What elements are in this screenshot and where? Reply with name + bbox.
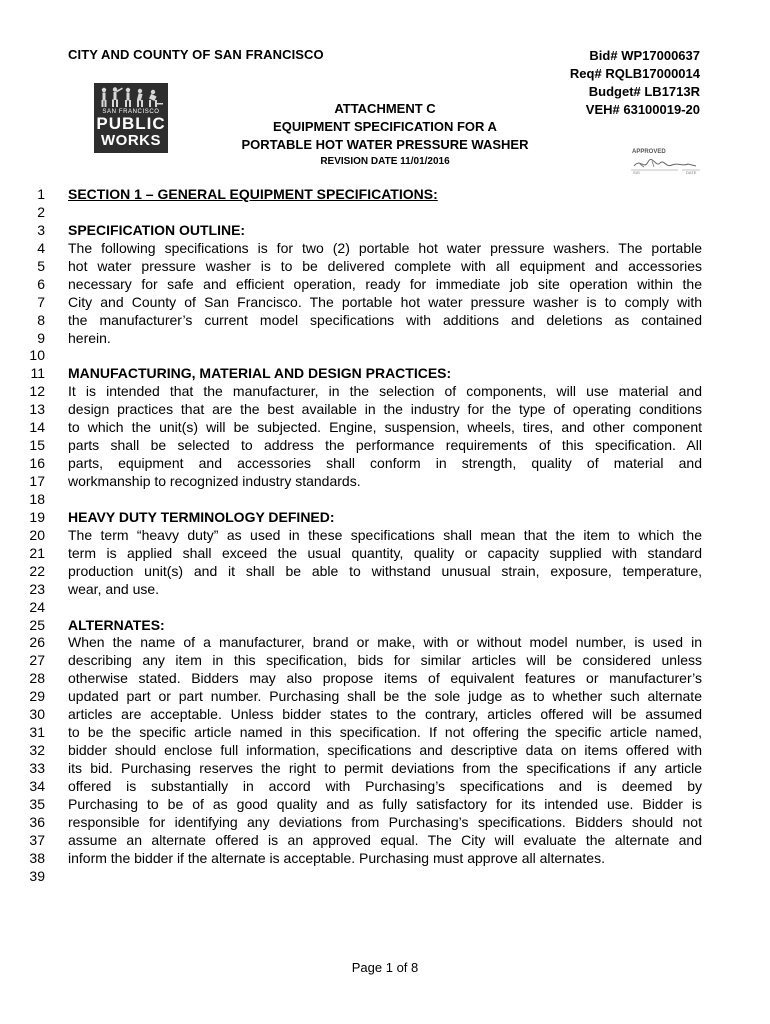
- numbered-line: [0, 276, 770, 294]
- numbered-line: [0, 330, 770, 348]
- line-text: It is intended that the manufacturer, in the selection of components, will use material and: [68, 383, 702, 400]
- line-text: The term “heavy duty” as used in these specifications shall mean that the item to which the: [68, 526, 702, 543]
- line-number: 36: [29, 813, 45, 830]
- line-number: 37: [29, 831, 45, 848]
- line-number: 23: [29, 580, 45, 597]
- line-number: 16: [29, 455, 45, 472]
- numbered-line: [0, 652, 770, 670]
- title-line-1: EQUIPMENT SPECIFICATION FOR A: [273, 119, 497, 134]
- line-number: 33: [29, 760, 45, 776]
- line-number: 14: [29, 419, 45, 436]
- line-text: Purchasing to be of as good quality and as fully satisfactory for its intended use. Bidder is: [68, 795, 702, 812]
- line-number: 20: [29, 526, 45, 543]
- numbered-line: [0, 724, 770, 742]
- numbered-line: [0, 383, 770, 401]
- line-text: bidder should enclose full information, specifications and descriptive data on items offered with: [68, 742, 702, 759]
- budget-number: Budget# LB1713R: [588, 84, 700, 99]
- numbered-line: [0, 491, 770, 509]
- attachment-label: ATTACHMENT C: [334, 101, 436, 116]
- line-number: 27: [29, 652, 45, 669]
- line-text: The following specifications is for two (2) portable hot water pressure washers. The portable: [68, 239, 702, 256]
- numbered-line: [0, 742, 770, 760]
- signature-label: SIG: [633, 170, 640, 175]
- line-text: parts shall be selected to address the performance requirements of this specification. All: [68, 437, 702, 454]
- numbered-line: [0, 312, 770, 330]
- numbered-line: [0, 294, 770, 312]
- title-line-2: PORTABLE HOT WATER PRESSURE WASHER: [241, 137, 529, 152]
- line-number: 9: [37, 329, 45, 346]
- numbered-line: [0, 527, 770, 545]
- line-number: 34: [29, 777, 45, 794]
- numbered-line: [0, 778, 770, 796]
- numbered-line: [0, 760, 770, 778]
- line-number: 13: [29, 401, 45, 418]
- line-text: the manufacturer’s current model specifications with additions and deletions as contained: [68, 311, 702, 328]
- line-text: otherwise stated. Bidders may also propose items of equivalent features or manufacturer’s: [68, 670, 702, 687]
- line-text: assume an alternate offered is an approved equal. The City will evaluate the alternate and: [68, 831, 702, 848]
- line-number: 6: [37, 275, 45, 292]
- line-text: parts, equipment and accessories shall conform in strength, quality of material and: [68, 455, 702, 472]
- numbered-line: [0, 240, 770, 258]
- bid-number: Bid# WP17000637: [589, 48, 700, 63]
- numbered-line: [0, 670, 770, 688]
- revision-date: REVISION DATE 11/01/2016: [320, 156, 450, 167]
- document-title: [170, 100, 600, 170]
- date-label: DATE: [686, 170, 697, 175]
- line-text: herein.: [68, 329, 111, 346]
- line-number: 11: [30, 365, 45, 382]
- line-text: its bid. Purchasing reserves the right to permit deviations from the specifications if any article: [68, 760, 702, 776]
- numbered-line: [0, 796, 770, 814]
- line-number: 39: [29, 867, 45, 884]
- logo-public-text: PUBLIC: [96, 114, 166, 133]
- public-works-logo: [94, 83, 168, 153]
- numbered-line: [0, 634, 770, 652]
- numbered-line: [0, 599, 770, 617]
- numbered-line: [0, 688, 770, 706]
- section-heading: SECTION 1 – GENERAL EQUIPMENT SPECIFICATIONS:: [68, 186, 438, 202]
- agency-name: CITY AND COUNTY OF SAN FRANCISCO: [68, 47, 324, 62]
- line-text: to be the specific article named in this specification. If not offering the specific article named,: [68, 724, 702, 741]
- numbered-line: [0, 545, 770, 563]
- line-text: production unit(s) and it shall be able to withstand unusual strain, exposure, temperature,: [68, 562, 702, 579]
- line-number: 29: [29, 688, 45, 705]
- numbered-line: [0, 509, 770, 527]
- line-text: hot water pressure washer is to be delivered complete with all equipment and accessories: [68, 257, 702, 274]
- line-number: 26: [29, 634, 45, 651]
- line-text: City and County of San Francisco. The portable hot water pressure washer is to comply with: [68, 293, 702, 310]
- numbered-line: [0, 204, 770, 222]
- line-text: describing any item in this specification, bids for similar articles will be considered unless: [68, 652, 702, 669]
- veh-number: VEH# 63100019-20: [585, 102, 700, 117]
- line-number: 4: [37, 239, 45, 256]
- line-text: term is applied shall exceed the usual quantity, quality or capacity supplied with standard: [68, 544, 702, 561]
- req-number: Req# RQLB17000014: [569, 66, 700, 81]
- section-heading: ALTERNATES:: [68, 616, 165, 633]
- numbered-line: [0, 706, 770, 724]
- line-number: 10: [29, 347, 45, 364]
- numbered-line: [0, 850, 770, 868]
- workers-silhouette-icon: [98, 86, 164, 108]
- line-text: offered is substantially in accord with Purchasing’s specifications and is deemed by: [68, 777, 702, 794]
- line-number: 24: [29, 598, 45, 615]
- line-number: 17: [29, 473, 45, 489]
- approval-stamp: [630, 149, 702, 177]
- numbered-line: [0, 437, 770, 455]
- section-heading: SPECIFICATION OUTLINE:: [68, 221, 246, 238]
- numbered-line: [0, 617, 770, 635]
- line-number: 38: [29, 849, 45, 866]
- line-number: 25: [29, 616, 45, 633]
- line-number: 31: [29, 724, 45, 741]
- line-number: 19: [29, 508, 45, 525]
- line-number: 2: [37, 203, 45, 220]
- line-number: 21: [29, 544, 45, 561]
- line-text: necessary for safe and efficient operation, ready for immediate job site operation within the: [68, 275, 702, 292]
- numbered-line: [0, 186, 770, 204]
- specification-body: [0, 186, 770, 886]
- section-heading: MANUFACTURING, MATERIAL AND DESIGN PRACTICES:: [68, 365, 452, 382]
- numbered-line: [0, 419, 770, 437]
- line-text: responsible for identifying any deviations from Purchasing’s specifications. Bidders should not: [68, 813, 702, 830]
- line-number: 8: [37, 311, 45, 328]
- numbered-line: [0, 814, 770, 832]
- logo-works-text: WORKS: [101, 132, 161, 149]
- logo-city-text: SAN FRANCISCO: [102, 109, 160, 115]
- line-text: inform the bidder if the alternate is acceptable. Purchasing must approve all alternates.: [68, 849, 605, 866]
- page-number: Page 1 of 8: [351, 960, 419, 975]
- numbered-line: [0, 473, 770, 491]
- line-number: 28: [29, 670, 45, 687]
- line-number: 22: [29, 562, 45, 579]
- line-text: to which the unit(s) will be subjected. Engine, suspension, wheels, tires, and other component: [68, 419, 702, 436]
- line-number: 3: [37, 221, 45, 238]
- line-text: updated part or part number. Purchasing shall be the sole judge as to whether such alternate: [68, 688, 702, 705]
- line-text: workmanship to recognized industry standards.: [68, 473, 361, 489]
- numbered-line: [0, 832, 770, 850]
- line-number: 5: [37, 257, 45, 274]
- numbered-line: [0, 222, 770, 240]
- line-number: 18: [29, 490, 45, 507]
- numbered-line: [0, 455, 770, 473]
- line-number: 7: [37, 293, 45, 310]
- numbered-line: [0, 581, 770, 599]
- line-number: 35: [29, 795, 45, 812]
- numbered-line: [0, 401, 770, 419]
- line-number: 30: [29, 706, 45, 723]
- line-number: 12: [29, 383, 45, 400]
- line-text: design practices that are the best available in the industry for the type of operating conditions: [68, 401, 702, 418]
- numbered-line: [0, 258, 770, 276]
- section-heading: HEAVY DUTY TERMINOLOGY DEFINED:: [68, 508, 335, 525]
- numbered-line: [0, 347, 770, 365]
- line-number: 1: [37, 186, 45, 202]
- numbered-line: [0, 365, 770, 383]
- line-text: When the name of a manufacturer, brand or make, with or without model number, is used in: [68, 634, 702, 651]
- line-number: 15: [29, 437, 45, 454]
- numbered-line: [0, 868, 770, 886]
- approved-label: APPROVED: [632, 149, 666, 155]
- line-text: wear, and use.: [68, 580, 160, 597]
- line-number: 32: [29, 742, 45, 759]
- line-text: articles are acceptable. Unless bidder states to the contrary, articles offered will be assumed: [68, 706, 702, 723]
- numbered-line: [0, 563, 770, 581]
